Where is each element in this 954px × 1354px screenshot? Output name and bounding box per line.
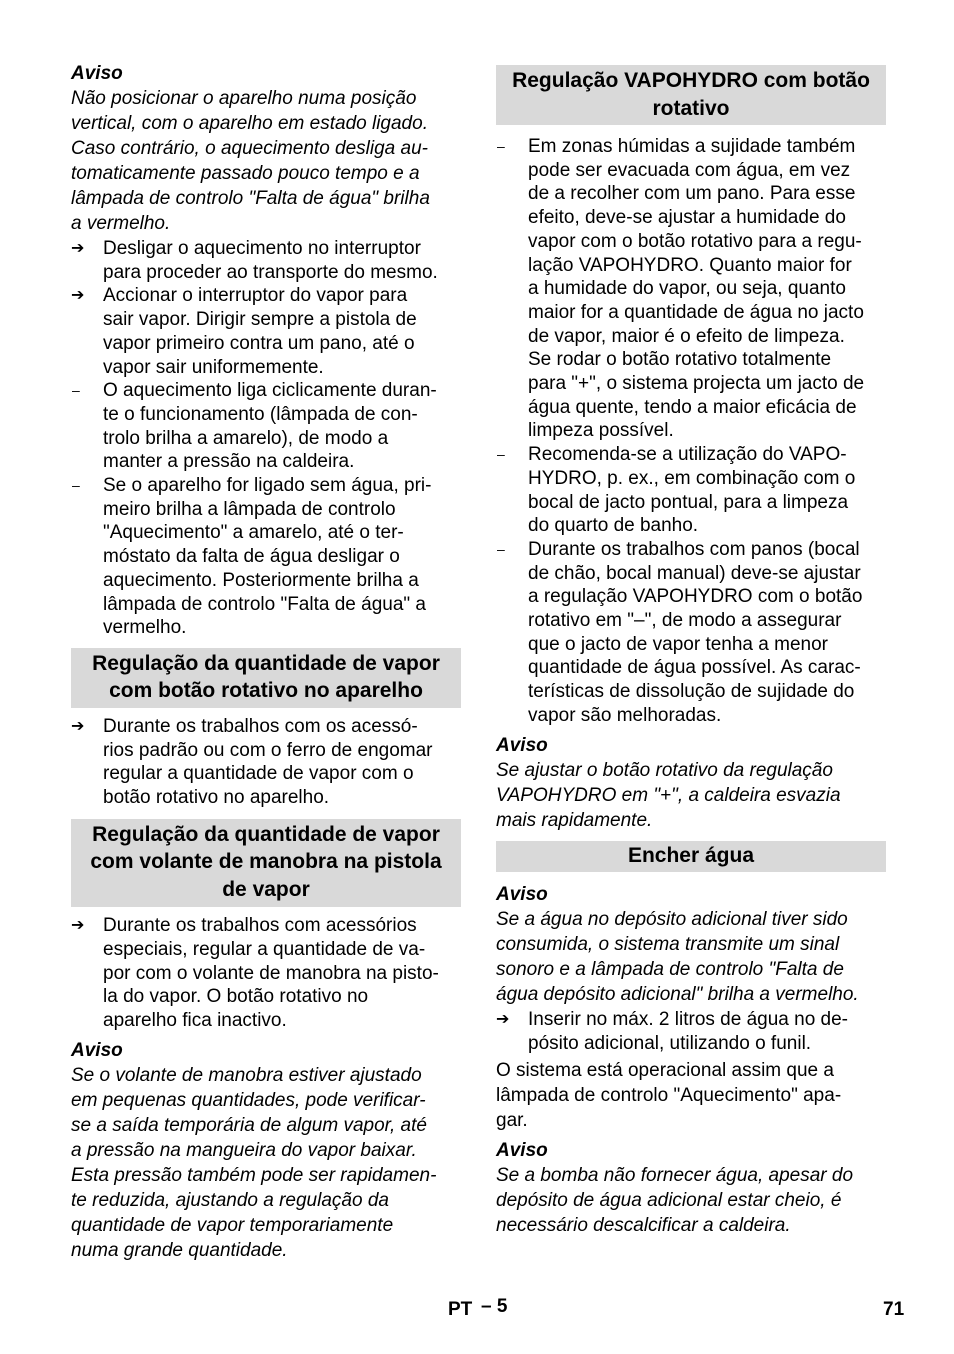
arrow-list-item xyxy=(71,715,461,810)
arrow-list-item xyxy=(71,284,461,379)
text-line: sair vapor. Dirigir sempre a pistola de xyxy=(103,309,417,331)
text-line: lação VAPOHYDRO. Quanto maior for xyxy=(528,254,852,276)
text-line: O sistema está operacional assim que a xyxy=(496,1060,834,1082)
text-line: quantidade de vapor temporariamente xyxy=(71,1214,394,1236)
text-line: pósito adicional, utilizando o funil. xyxy=(528,1032,812,1054)
instruction-list xyxy=(496,1008,886,1055)
dash-list-item xyxy=(496,538,886,728)
text-line: Encher água xyxy=(627,843,755,867)
text-line: te o funcionamento (lâmpada de con- xyxy=(103,403,418,425)
text-line: Desligar o aquecimento no interruptor xyxy=(103,238,421,259)
text-line: rios padrão ou com o ferro de engomar xyxy=(103,739,433,761)
text-line: para "+", o sistema projecta um jacto de xyxy=(528,373,865,395)
text-line: Durante os trabalhos com os acessó- xyxy=(103,715,418,737)
text-line: para proceder ao transporte do mesmo. xyxy=(103,261,438,283)
text-line: lâmpada de controlo "Falta de água" brilha xyxy=(71,188,430,209)
text-line: VAPOHYDRO em "+", a caldeira esvazia xyxy=(496,784,841,806)
text-line: tomaticamente passado pouco tempo e a xyxy=(71,163,420,184)
note-heading: Aviso xyxy=(496,734,548,756)
section-heading xyxy=(496,65,886,125)
text-line: Se a bomba não fornecer água, apesar do xyxy=(496,1165,854,1187)
text-line: "Aquecimento" a amarelo, até o ter- xyxy=(103,522,404,544)
instruction-list xyxy=(71,914,461,1033)
text-line: de a recolher com um pano. Para esse xyxy=(528,183,856,205)
text-line: aparelho fica inactivo. xyxy=(103,1010,287,1032)
arrow-right-icon: ➔ xyxy=(71,287,85,305)
text-line: a pressão na mangueira do vapor baixar. xyxy=(71,1139,417,1161)
text-line: Durante os trabalhos com panos (bocal xyxy=(528,538,860,560)
text-line: Durante os trabalhos com acessórios xyxy=(103,915,417,937)
text-line: bocal de jacto pontual, para a limpeza xyxy=(528,491,849,513)
text-line: rotativo em "–", de modo a assegurar xyxy=(528,610,842,632)
text-line: Caso contrário, o aquecimento desliga au- xyxy=(71,138,428,159)
text-line: vapor sair uniformemente. xyxy=(103,356,324,378)
text-line: depósito de água adicional estar cheio, é xyxy=(496,1190,842,1212)
section-heading xyxy=(496,841,886,873)
text-line: Não posicionar o aparelho numa posição xyxy=(71,88,417,109)
text-line: com botão rotativo no aparelho xyxy=(109,679,423,703)
text-line: consumida, o sistema transmite um sinal xyxy=(496,934,840,956)
arrow-list-item xyxy=(496,1008,886,1055)
note-text xyxy=(496,1163,886,1238)
text-line: especiais, regular a quantidade de va- xyxy=(103,938,426,960)
instruction-list xyxy=(71,715,461,810)
body-paragraph xyxy=(496,1058,886,1133)
note-text xyxy=(71,1063,461,1263)
arrow-list-item xyxy=(71,237,461,284)
text-line: de vapor, maior é o efeito de limpeza. xyxy=(528,325,845,347)
text-line: Recomenda-se a utilização do VAPO- xyxy=(528,444,847,466)
text-line: a vermelho. xyxy=(71,213,171,234)
text-line: a humidade do vapor, ou seja, quanto xyxy=(528,278,846,300)
text-line: vapor com o botão rotativo para a regu- xyxy=(528,230,862,252)
note-heading: Aviso xyxy=(71,1039,123,1061)
note-block xyxy=(496,882,886,1007)
left-column xyxy=(71,60,461,1263)
arrow-list-item xyxy=(71,914,461,1033)
dash-list-item xyxy=(496,443,886,538)
text-line: vertical, com o aparelho em estado ligado. xyxy=(71,113,428,134)
note-heading: Aviso xyxy=(496,1140,548,1162)
note-text xyxy=(71,86,461,236)
note-text xyxy=(496,907,886,1007)
arrow-right-icon: ➔ xyxy=(496,1011,510,1029)
text-line: Se o aparelho for ligado sem água, pri- xyxy=(103,475,432,497)
text-line: terísticas de dissolução de sujidade do xyxy=(528,681,855,703)
text-line: vapor são melhoradas. xyxy=(528,704,722,726)
text-line: água quente, tendo a maior eficácia de xyxy=(528,396,857,418)
text-line: sonoro e a lâmpada de controlo "Falta de xyxy=(496,959,844,981)
text-line: Se a água no depósito adicional tiver sido xyxy=(496,909,848,931)
text-line: HYDRO, p. ex., em combinação com o xyxy=(528,467,856,489)
text-line: la do vapor. O botão rotativo no xyxy=(103,986,369,1008)
instruction-list xyxy=(496,135,886,728)
dash-bullet-icon: – xyxy=(72,477,80,494)
footer-section-number: – 5 xyxy=(481,1296,508,1317)
text-line: vapor primeiro contra um pano, até o xyxy=(103,332,415,354)
text-line: a regulação VAPOHYDRO com o botão xyxy=(528,586,863,608)
text-line: Se ajustar o botão rotativo da regulação xyxy=(496,759,833,781)
text-line: efeito, deve-se ajustar a humidade do xyxy=(528,207,846,229)
text-line: manter a pressão na caldeira. xyxy=(103,451,355,473)
dash-bullet-icon: – xyxy=(72,382,80,399)
note-heading: Aviso xyxy=(71,63,123,84)
text-line: necessário descalcificar a caldeira. xyxy=(496,1215,791,1237)
text-line: Regulação da quantidade de vapor xyxy=(92,651,440,675)
text-line: rotativo xyxy=(652,96,730,120)
instruction-list xyxy=(71,237,461,640)
text-line: Regulação VAPOHYDRO com botão xyxy=(512,69,870,92)
text-line: em pequenas quantidades, pode verificar- xyxy=(71,1089,426,1111)
text-line: Em zonas húmidas a sujidade também xyxy=(528,136,856,157)
arrow-right-icon: ➔ xyxy=(71,240,85,257)
footer-language: PT xyxy=(448,1299,473,1320)
dash-list-item xyxy=(496,135,886,443)
note-block xyxy=(496,1138,886,1238)
text-line: Regulação da quantidade de vapor xyxy=(92,822,440,846)
note-block xyxy=(71,61,461,236)
text-line: móstato da falta de água desligar o xyxy=(103,546,400,568)
dash-list-item xyxy=(71,379,461,474)
dash-list-item xyxy=(71,474,461,640)
right-column xyxy=(496,60,886,1238)
text-line: gar. xyxy=(496,1110,528,1132)
dash-bullet-icon: – xyxy=(497,446,505,463)
text-line: trolo brilha a amarelo), de modo a xyxy=(103,427,389,449)
text-line: Se rodar o botão rotativo totalmente xyxy=(528,349,832,371)
text-line: que o jacto de vapor tenha a menor xyxy=(528,633,828,655)
text-line: por com o volante de manobra na pisto- xyxy=(103,962,439,984)
text-line: lâmpada de controlo "Aquecimento" apa- xyxy=(496,1085,842,1107)
arrow-right-icon: ➔ xyxy=(71,917,85,935)
text-line: Accionar o interruptor do vapor para xyxy=(103,285,408,307)
text-line: pode ser evacuada com água, em vez xyxy=(528,159,851,181)
text-line: meiro brilha a lâmpada de controlo xyxy=(103,498,396,520)
dash-bullet-icon: – xyxy=(497,540,505,557)
text-line: lâmpada de controlo "Falta de água" a xyxy=(103,593,426,615)
text-line: mais rapidamente. xyxy=(496,809,653,831)
note-block xyxy=(496,733,886,833)
arrow-right-icon: ➔ xyxy=(71,717,85,735)
text-line: maior for a quantidade de água no jacto xyxy=(528,301,864,323)
page-number: 71 xyxy=(883,1299,905,1320)
text-line: botão rotativo no aparelho. xyxy=(103,787,330,809)
text-line: te reduzida, ajustando a regulação da xyxy=(71,1189,389,1211)
text-line: se a saída temporária de algum vapor, até xyxy=(71,1114,427,1136)
note-block xyxy=(71,1038,461,1263)
text-line: Esta pressão também pode ser rapidamen- xyxy=(71,1164,437,1186)
note-heading: Aviso xyxy=(496,884,548,906)
text-line: quantidade de água possível. As carac- xyxy=(528,657,861,679)
text-line: regular a quantidade de vapor com o xyxy=(103,763,414,785)
text-line: de chão, bocal manual) deve-se ajustar xyxy=(528,562,861,584)
text-line: limpeza possível. xyxy=(528,420,674,442)
section-heading xyxy=(71,819,461,908)
text-line: água depósito adicional" brilha a vermelho. xyxy=(496,984,859,1006)
text-line: do quarto de banho. xyxy=(528,515,699,537)
text-line: numa grande quantidade. xyxy=(71,1239,288,1261)
text-line: de vapor xyxy=(222,877,310,901)
dash-bullet-icon: – xyxy=(497,138,505,154)
text-line: Inserir no máx. 2 litros de água no de- xyxy=(528,1009,849,1031)
note-text xyxy=(496,758,886,833)
text-line: Se o volante de manobra estiver ajustado xyxy=(71,1064,422,1086)
text-line: com volante de manobra na pistola xyxy=(90,850,442,874)
text-line: vermelho. xyxy=(103,617,187,639)
text-line: O aquecimento liga ciclicamente duran- xyxy=(103,380,437,402)
section-heading xyxy=(71,648,461,708)
text-line: aquecimento. Posteriormente brilha a xyxy=(103,569,419,591)
